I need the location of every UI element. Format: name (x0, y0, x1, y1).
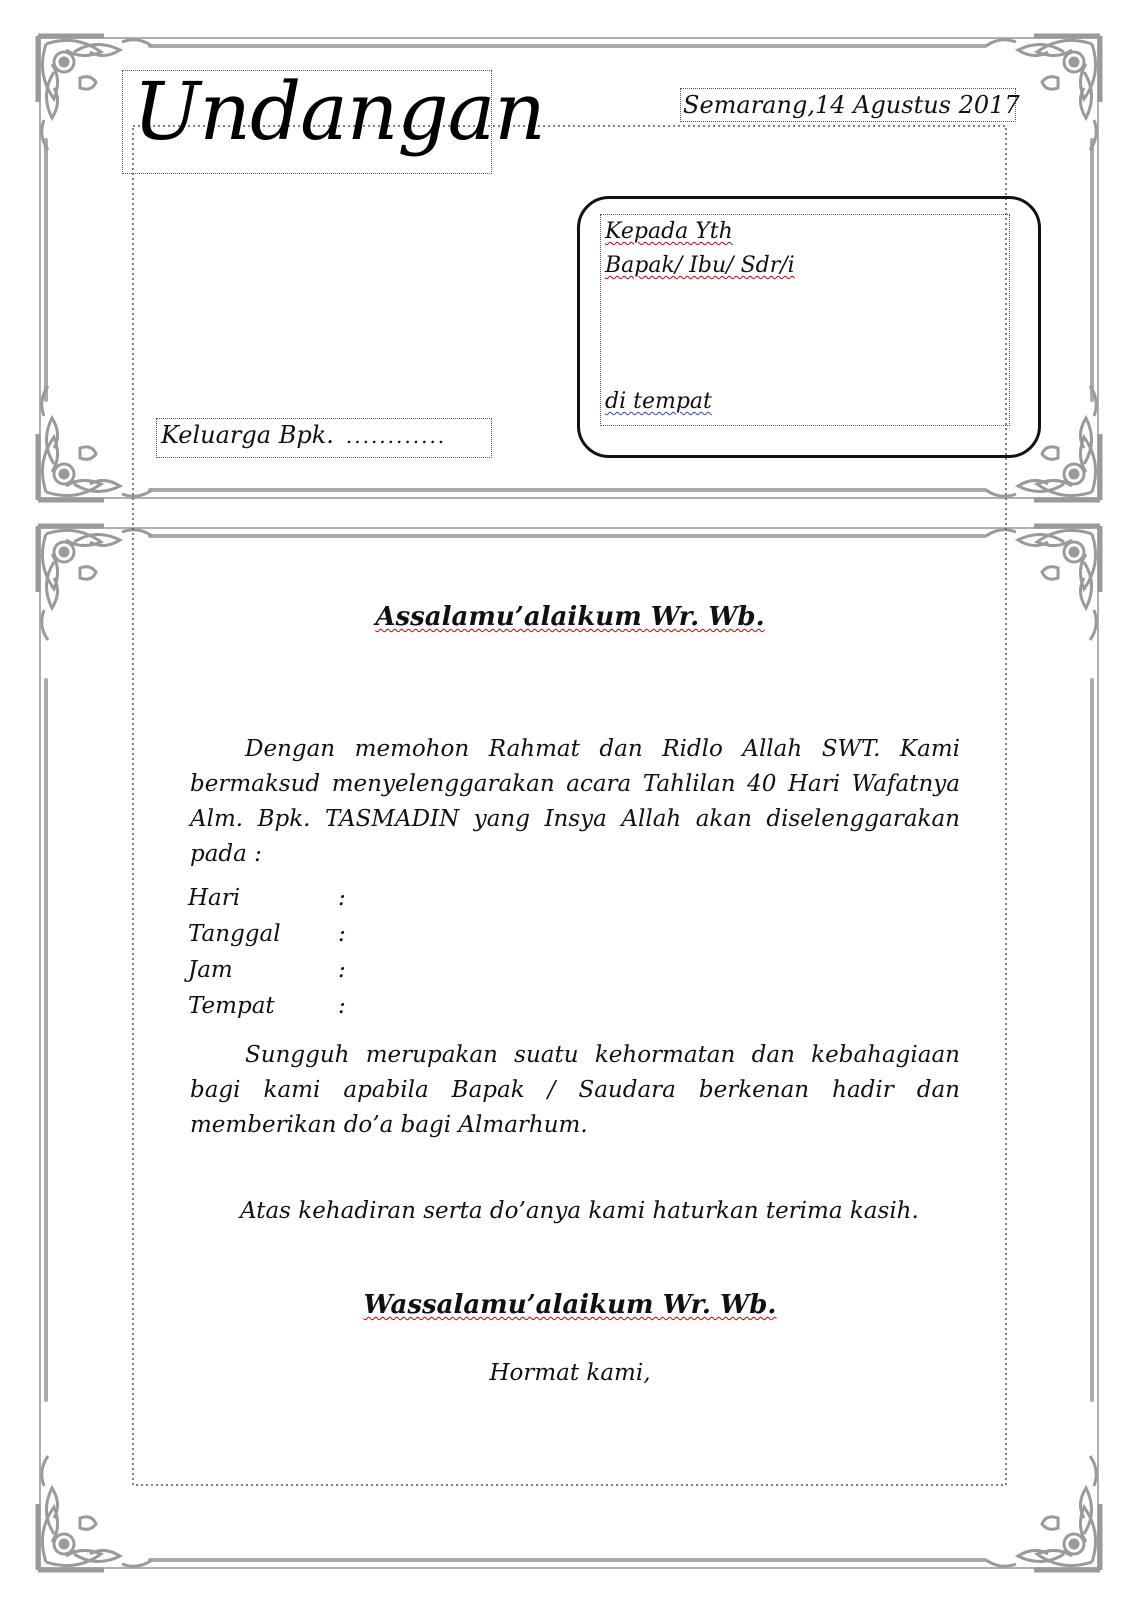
date-box (680, 88, 1020, 122)
recipient-line-1: Kepada Yth (605, 219, 733, 244)
event-schedule (188, 880, 346, 1024)
signoff: Hormat kami, (489, 1360, 651, 1386)
closing-thanks: Atas kehadiran serta do’anya kami haturkan terima kasih. (240, 1198, 919, 1224)
family-label: Keluarga Bpk. (161, 421, 334, 449)
schedule-row-date (188, 916, 346, 952)
schedule-separator: : (338, 957, 346, 983)
paragraph-request: Sungguh merupakan suatu kehormatan dan kebahagiaan bagi kami apabila Bapak / Saudara berkenan hadir dan memberikan do’a bagi Almarhum. (190, 1042, 960, 1138)
schedule-row-day (188, 880, 346, 916)
invitation-title: Undangan (133, 65, 545, 158)
recipient-location: di tempat (605, 389, 712, 414)
schedule-row-place (188, 988, 346, 1024)
title-box (122, 65, 545, 174)
farewell: Wassalamu’alaikum Wr. Wb. (363, 1290, 777, 1320)
schedule-separator: : (338, 885, 346, 911)
schedule-separator: : (338, 993, 346, 1019)
schedule-label: Hari (188, 885, 241, 911)
greeting: Assalamu’alaikum Wr. Wb. (375, 602, 765, 632)
schedule-row-time (188, 952, 346, 988)
family-box (156, 418, 492, 458)
recipient-box (600, 214, 1010, 426)
schedule-label: Tanggal (188, 921, 281, 947)
schedule-separator: : (338, 921, 346, 947)
paragraph-opening: Dengan memohon Rahmat dan Ridlo Allah SWT. Kami bermaksud menyelenggarakan acara Tahlilan 40 Hari Wafatnya Alm. Bpk. TASMADIN yang Insya Allah akan diselenggarakan pada : (190, 736, 960, 867)
recipient-line-2: Bapak/ Ibu/ Sdr/i (605, 253, 795, 278)
schedule-label: Jam (188, 957, 233, 983)
letter-date: Semarang,14 Agustus 2017 (683, 91, 1020, 119)
schedule-label: Tempat (188, 993, 275, 1019)
family-name-placeholder: ............ (345, 424, 447, 448)
